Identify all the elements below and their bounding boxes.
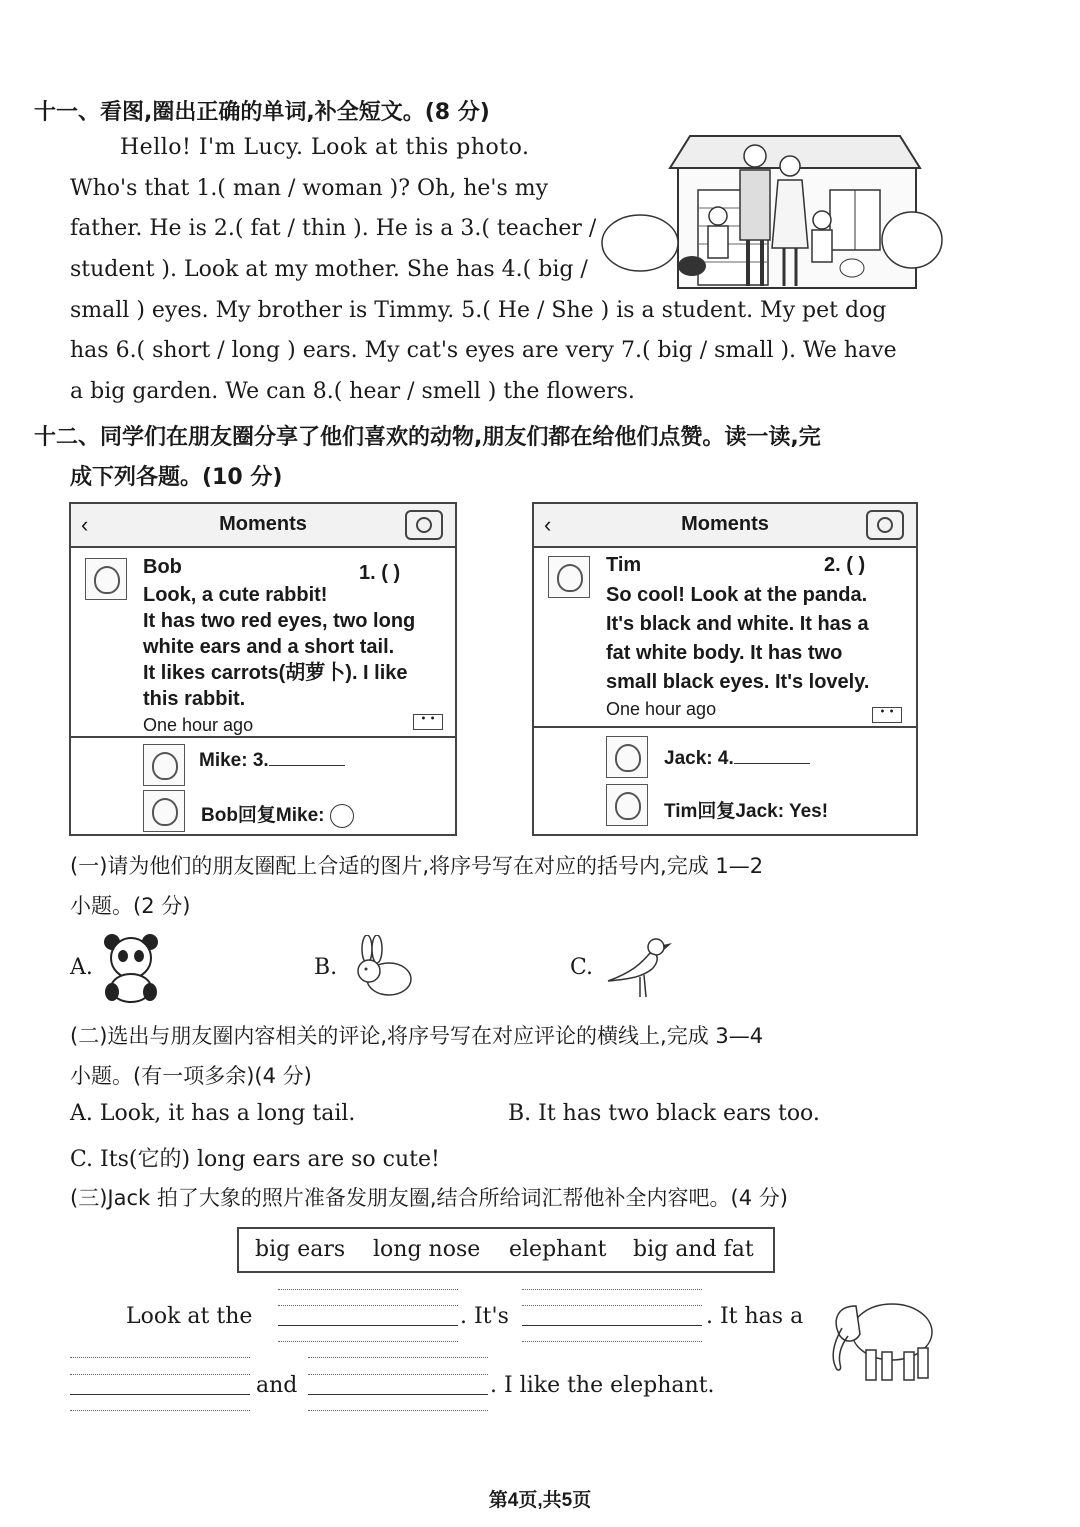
avatar-tim-reply (606, 784, 648, 826)
part-2-instruction-line-2: 小题。(有一项多余)(4 分) (70, 1064, 312, 1088)
avatar-bob-reply (143, 790, 185, 832)
rabbit-picture (345, 935, 415, 999)
word-elephant: elephant (509, 1237, 607, 1262)
sentence-2-end: . I like the elephant. (490, 1373, 715, 1398)
part-1-instruction-line-1: (一)请为他们的朋友圈配上合适的图片,将序号写在对应的括号内,完成 1—2 (70, 854, 764, 878)
passage-line-3: father. He is 2.( fat / thin ). He is a 3.( teacher / (70, 216, 597, 241)
moments-title: Moments (681, 513, 769, 535)
sentence-1-mid: . It's (460, 1304, 509, 1329)
picture-label-a: A. (70, 955, 93, 980)
question-1-blank: 1. ( ) (359, 562, 401, 584)
avatar-mike (143, 744, 185, 786)
post-line-2: It's black and white. It has a (606, 613, 869, 635)
comment-mike: Mike: 3. (199, 750, 345, 772)
guide-dots (70, 1374, 250, 1375)
passage-line-1: Hello! I'm Lucy. Look at this photo. (120, 135, 530, 160)
comment-bob-reply: Bob回复Mike: (201, 800, 354, 828)
sentence-1-start: Look at the (126, 1304, 253, 1329)
guide-dots (308, 1357, 488, 1358)
part-2-instruction-line-1: (二)选出与朋友圈内容相关的评论,将序号写在对应评论的横线上,完成 3—4 (70, 1024, 764, 1048)
panda-picture (100, 932, 162, 1004)
elephant-picture (826, 1292, 938, 1384)
guide-dots (522, 1289, 702, 1290)
camera-icon[interactable] (866, 510, 904, 540)
divider (71, 736, 455, 738)
section-12-title-line-1: 十二、同学们在朋友圈分享了他们喜欢的动物,朋友们都在给他们点赞。读一读,完 (34, 425, 821, 450)
post-line-1: So cool! Look at the panda. (606, 584, 868, 606)
post-author: Tim (606, 554, 642, 576)
passage-line-6: has 6.( short / long ) ears. My cat's eyes are very 7.( big / small ). We have (70, 338, 897, 363)
passage-line-7: a big garden. We can 8.( hear / smell ) the flowers. (70, 379, 635, 404)
guide-dots (278, 1289, 458, 1290)
sentence-1-end: . It has a (706, 1304, 804, 1329)
picture-label-b: B. (314, 955, 338, 980)
option-b: B. It has two black ears too. (508, 1101, 820, 1126)
option-c: C. Its(它的) long ears are so cute! (70, 1147, 440, 1172)
section-11-title: 十一、看图,圈出正确的单词,补全短文。(8 分) (34, 100, 490, 125)
answer-blank-4[interactable] (308, 1394, 488, 1395)
post-line-3: fat white body. It has two (606, 642, 843, 664)
guide-dots (308, 1374, 488, 1375)
moments-header (534, 504, 916, 548)
sentence-2-and: and (256, 1373, 298, 1398)
avatar-jack (606, 736, 648, 778)
post-time: One hour ago (143, 715, 254, 735)
word-big-and-fat: big and fat (633, 1237, 754, 1262)
passage-line-5: small ) eyes. My brother is Timmy. 5.( He / She ) is a student. My pet dog (70, 298, 887, 323)
moments-title: Moments (219, 513, 307, 535)
word-big-ears: big ears (255, 1237, 346, 1262)
bird-picture (600, 935, 674, 1001)
answer-blank-3[interactable] (70, 1394, 250, 1395)
guide-dots (70, 1357, 250, 1358)
avatar-bob (85, 558, 127, 600)
back-arrow-icon[interactable]: ‹ (81, 512, 89, 537)
more-options-icon[interactable]: • • (413, 714, 443, 730)
part-1-instruction-line-2: 小题。(2 分) (70, 894, 191, 918)
post-line-2: It has two red eyes, two long (143, 610, 416, 632)
guide-dots (308, 1410, 488, 1411)
option-a: A. Look, it has a long tail. (70, 1101, 356, 1126)
word-long-nose: long nose (373, 1237, 481, 1262)
moments-card-tim (532, 502, 918, 836)
divider (534, 726, 916, 728)
post-author: Bob (143, 556, 182, 578)
post-time: One hour ago (606, 699, 717, 719)
passage-line-2: Who's that 1.( man / woman )? Oh, he's my (70, 176, 549, 201)
avatar-tim (548, 556, 590, 598)
guide-dots (522, 1305, 702, 1306)
post-line-3: white ears and a short tail. (143, 636, 395, 658)
guide-dots (278, 1341, 458, 1342)
question-2-blank: 2. ( ) (824, 554, 866, 576)
moments-card-bob (69, 502, 457, 836)
more-options-icon[interactable]: • • (872, 707, 902, 723)
smiley-icon (330, 804, 354, 828)
answer-blank-2[interactable] (522, 1325, 702, 1326)
part-3-instruction: (三)Jack 拍了大象的照片准备发朋友圈,结合所给词汇帮他补全内容吧。(4 分) (70, 1186, 788, 1210)
post-line-4: It likes carrots(胡萝卜). I like (143, 662, 408, 684)
answer-blank-1[interactable] (278, 1325, 458, 1326)
guide-dots (522, 1341, 702, 1342)
family-house-illustration (600, 128, 945, 298)
back-arrow-icon[interactable]: ‹ (544, 512, 552, 537)
guide-dots (70, 1410, 250, 1411)
post-line-1: Look, a cute rabbit! (143, 584, 328, 606)
section-12-title-line-2: 成下列各题。(10 分) (70, 465, 283, 490)
comment-tim-reply: Tim回复Jack: Yes! (664, 801, 829, 822)
post-line-5: this rabbit. (143, 688, 246, 710)
guide-dots (278, 1305, 458, 1306)
page-footer: 第4页,共5页 (488, 1490, 592, 1511)
passage-line-4: student ). Look at my mother. She has 4.( big / (70, 257, 588, 282)
comment-jack: Jack: 4. (664, 748, 810, 770)
moments-header (71, 504, 455, 548)
word-bank (237, 1227, 775, 1273)
camera-icon[interactable] (405, 510, 443, 540)
post-line-4: small black eyes. It's lovely. (606, 671, 870, 693)
picture-label-c: C. (570, 955, 594, 980)
